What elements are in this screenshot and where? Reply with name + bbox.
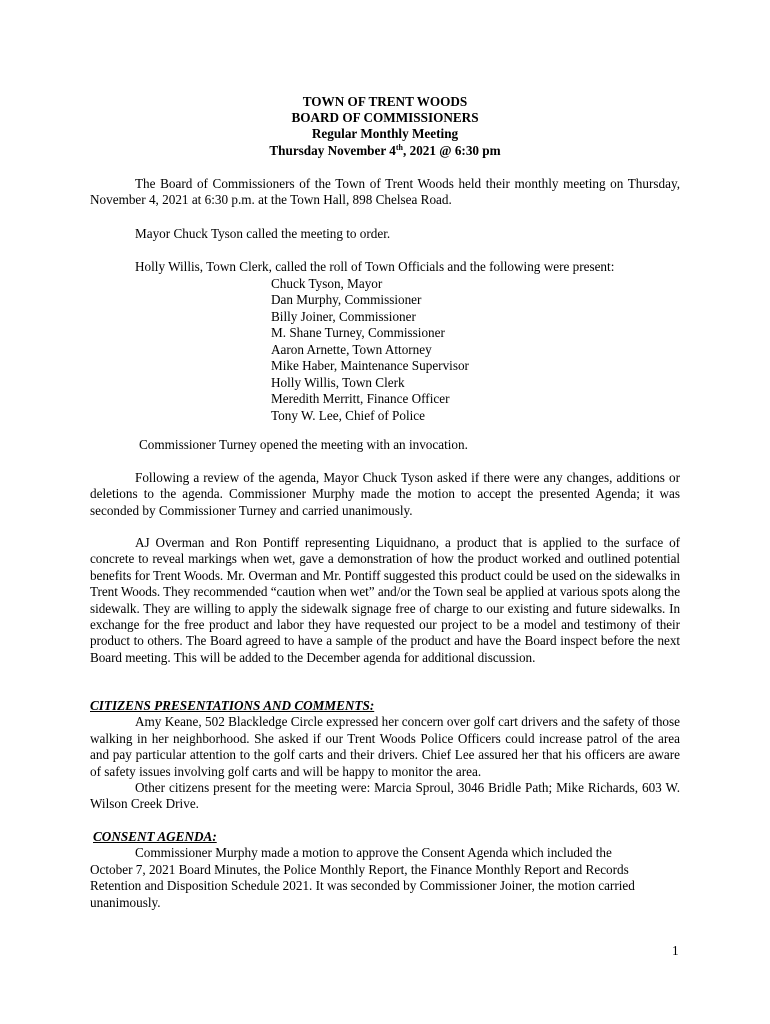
attendee-item: Aaron Arnette, Town Attorney — [271, 341, 432, 357]
attendee-item: Dan Murphy, Commissioner — [271, 292, 422, 308]
call-to-order-paragraph: Mayor Chuck Tyson called the meeting to order. — [135, 226, 391, 241]
attendee-item: Mike Haber, Maintenance Supervisor — [271, 358, 469, 374]
citizens-present-paragraph: Other citizens present for the meeting were: Marcia Sproul, 3046 Bridle Path; Mike Richards, 603 W. Wilson Creek Drive. — [90, 780, 680, 812]
meeting-type: Regular Monthly Meeting — [311, 126, 459, 142]
citizens-section — [90, 698, 680, 813]
page-number: 1 — [672, 943, 679, 958]
intro-paragraph: The Board of Commissioners of the Town of Trent Woods held their monthly meeting on Thursday, November 4, 2021 at 6:30 p.m. at the Town Hall, 898 Chelsea Road. — [90, 176, 680, 208]
attendee-item: Tony W. Lee, Chief of Police — [271, 407, 425, 423]
attendee-list — [271, 276, 469, 424]
attendee-item: Meredith Merritt, Finance Officer — [271, 391, 450, 407]
meeting-date: Thursday November 4th, 2021 @ 6:30 pm — [269, 142, 501, 158]
meeting-header — [0, 94, 770, 159]
invocation-paragraph: Commissioner Turney opened the meeting with an invocation. — [139, 437, 468, 452]
citizens-comment-paragraph: Amy Keane, 502 Blackledge Circle expressed her concern over golf cart drivers and the safety of those walking in her neighborhood. She asked if our Trent Woods Police Officers could increase patrol of the area and pay particular attention to the golf carts and their drivers. Chief Lee assured her that his officers are aware of safety issues involving golf carts and will be happy to monitor the area. — [90, 714, 680, 779]
roll-call-paragraph: Holly Willis, Town Clerk, called the roll of Town Officials and the following were present: — [135, 259, 615, 274]
attendee-item: Billy Joiner, Commissioner — [271, 308, 416, 324]
liquidnano-paragraph: AJ Overman and Ron Pontiff representing Liquidnano, a product that is applied to the surface of concrete to reveal markings when wet, gave a demonstration of how the product worked and outlined potential benefits for Trent Woods. Mr. Overman and Mr. Pontiff suggested this product could be used on the sidewalks in Trent Woods. They recommended “caution when wet” and/or the Town seal be applied at various spots along the sidewalk. They are willing to apply the sidewalk signage free of charge to our existing and future sidewalks. In exchange for the free product and labor they have requested our project to be a model and testimony of their product to others. The Board agreed to have a sample of the product and have the Board inspect before the next Board meeting. This will be added to the December agenda for additional discussion. — [90, 535, 680, 665]
attendee-item: Chuck Tyson, Mayor — [271, 276, 383, 291]
attendee-item: Holly Willis, Town Clerk — [271, 374, 405, 390]
attendee-item: M. Shane Turney, Commissioner — [271, 325, 445, 341]
consent-agenda-title: CONSENT AGENDA: — [93, 829, 217, 844]
agenda-review-paragraph: Following a review of the agenda, Mayor Chuck Tyson asked if there were any changes, additions or deletions to the agenda. Commissioner Murphy made the motion to accept the presented Agenda; it was seconded by Commissioner Turney and carried unanimously. — [90, 470, 680, 518]
board-name: BOARD OF COMMISSIONERS — [291, 110, 479, 126]
citizens-section-title: CITIZENS PRESENTATIONS AND COMMENTS: — [90, 698, 375, 713]
town-name: TOWN OF TRENT WOODS — [302, 94, 468, 109]
consent-agenda-paragraph: Commissioner Murphy made a motion to approve the Consent Agenda which included the October 7, 2021 Board Minutes, the Police Monthly Report, the Finance Monthly Report and Records Retention and Disposition Schedule 2021. It was seconded by Commissioner Joiner, the motion carried unanimously. — [90, 845, 635, 910]
consent-agenda-section — [90, 829, 680, 911]
